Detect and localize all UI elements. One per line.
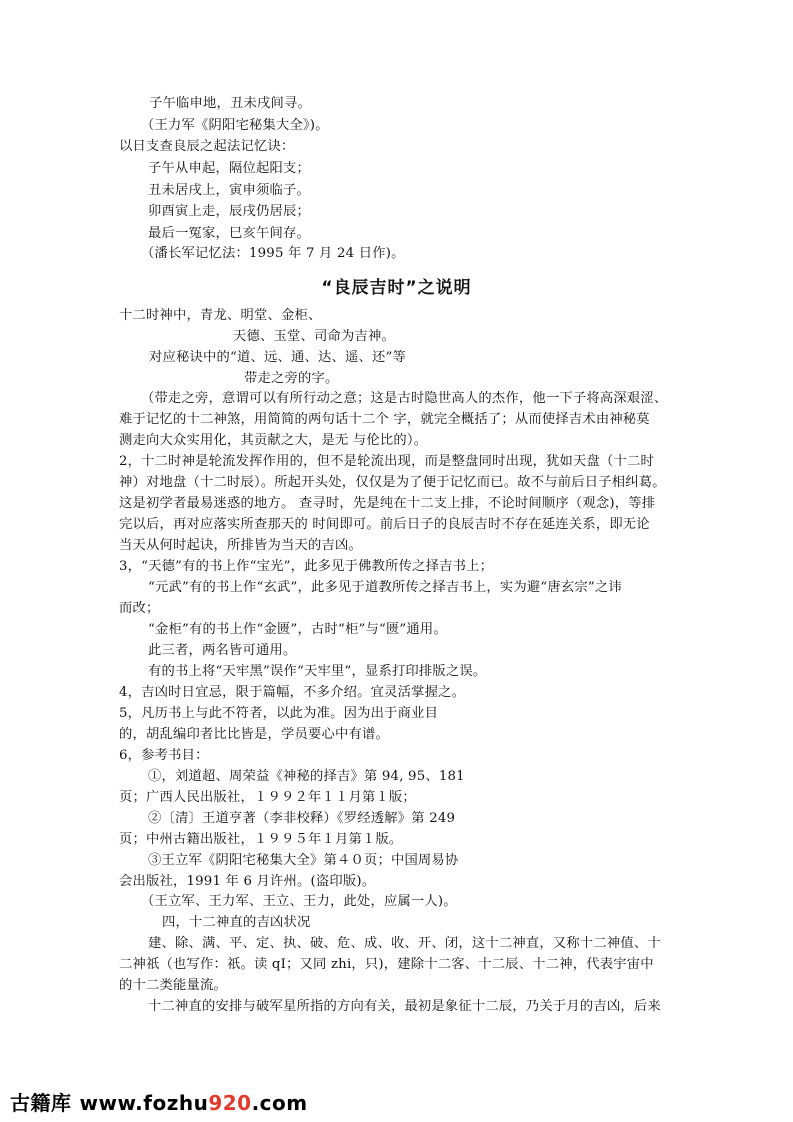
text-line: 建、除、满、平、定、执、破、危、成、收、开、闭，这十二神直，又称十二神值、十 [148, 936, 661, 951]
text-line: 有的书上将“天牢黑”误作“天牢里”，显系打印排版之误。 [148, 664, 487, 679]
text-line: 四，十二神直的吉凶状况 [162, 915, 311, 930]
text-line: 带走之旁的字。 [244, 371, 339, 386]
text-line: 丑未居戌上，寅申须临子。 [148, 183, 310, 198]
site-footer [10, 1087, 308, 1116]
text-line: 卯酉寅上走，辰戌仍居辰； [148, 204, 310, 219]
text-line: 完以后，再对应落实所查那天的 时间即可。前后日子的良辰吉时不存在延连关系，即无论 [119, 517, 650, 532]
text-line: 的，胡乱编印者比比皆是，学员要心中有谱。 [119, 727, 389, 742]
text-line: 最后一冤家，巳亥午间存。 [148, 226, 310, 241]
site-url-number[interactable]: 920 [208, 1091, 252, 1115]
site-brand: 古籍库 [10, 1091, 72, 1115]
text-line: ③王立军《阴阳宅秘集大全》第４０页；中国周易协 [148, 853, 459, 868]
text-line: 当天从何时起诀，所排皆为当天的吉凶。 [119, 538, 362, 553]
text-line: （带走之旁，意谓可以有所行动之意；这是古时隐世高人的杰作，他一下子将高深艰涩、 [141, 391, 668, 406]
text-line: 测走向大众实用化，其贡献之大，是无 与伦比的）。 [119, 433, 428, 448]
section-title: “良辰吉时”之说明 [321, 278, 472, 298]
text-line: 2，十二时神是轮流发挥作用的，但不是轮流出现，而是整盘同时出现，犹如天盘（十二时 [119, 454, 655, 469]
text-line: 会出版社，1991 年 6 月许州。(盗印版)。 [119, 874, 376, 889]
text-line: （潘长军记忆法：1995 年 7 月 24 日作)。 [141, 246, 405, 261]
text-line: ①，刘道超、周荣益《神秘的择吉》第 94, 95、181 [148, 769, 465, 784]
text-line: 6，参考书目： [119, 748, 209, 763]
text-line: “元武”有的书上作“玄武”，此多见于道教所传之择吉书上，实为避“唐玄宗”之讳 [148, 580, 622, 595]
text-line: 的十二类能量流。 [119, 978, 227, 993]
text-line: 十二时神中，青龙、明堂、金柜、 [119, 308, 322, 323]
text-line: （王力军《阴阳宅秘集大全》)。 [141, 118, 329, 133]
text-line: 子午临申地，丑未戌间寻。 [149, 96, 311, 111]
site-url-suffix[interactable]: .com [251, 1091, 308, 1115]
text-line: 这是初学者最易迷惑的地方。 查寻时，先是纯在十二支上排，不论时间顺序（观念)，等排 [119, 496, 656, 511]
text-line: 对应秘诀中的“道、远、通、达、遥、还”等 [149, 350, 406, 365]
text-line: 二神祇（也写作：祇。读 qI；又同 zhi，只)，建除十二客、十二辰、十二神，代表宇宙中 [119, 957, 654, 972]
text-line: 而改； [119, 601, 160, 616]
site-url-prefix[interactable]: www.fozhu [79, 1091, 209, 1115]
text-line: 神）对地盘（十二时辰）。所起开头处，仅仅是为了便于记忆而已。故不与前后日子相纠葛。 [119, 475, 666, 490]
text-line: （王立军、王力军、王立、王力，此处，应属一人)。 [141, 894, 457, 909]
text-line: 天德、玉堂、司命为吉神。 [233, 329, 395, 344]
text-line: 以日支查良辰之起法记忆诀： [119, 139, 295, 154]
text-line: 子午从申起，隔位起阳支； [148, 161, 310, 176]
text-line: 十二神直的安排与破军星所指的方向有关，最初是象征十二辰，乃关于月的吉凶，后来 [148, 999, 661, 1014]
text-line: 页；中州古籍出版社，１９９５年１月第１版。 [119, 832, 403, 847]
text-line: 3，“天德”有的书上作“宝光”，此多见于佛教所传之择吉书上； [119, 559, 494, 574]
text-line: 4，吉凶时日宜忌，限于篇幅，不多介绍。宜灵活掌握之。 [119, 685, 466, 700]
text-line: 页；广西人民出版社，１９９２年１１月第１版； [119, 790, 416, 805]
text-line: ②〔清〕王道亨著（李非校释）《罗经透解》第 249 [148, 811, 456, 826]
text-line: “金柜”有的书上作“金匮”，古时“柜”与“匮”通用。 [148, 622, 447, 637]
text-line: 此三者，两名皆可通用。 [148, 643, 297, 658]
text-line: 难于记忆的十二神煞，用简简的两句话十二个 字，就完全概括了；从而使择吉术由神秘莫 [119, 412, 650, 427]
text-line: 5，凡历书上与此不符者，以此为准。因为出于商业目 [119, 706, 439, 721]
